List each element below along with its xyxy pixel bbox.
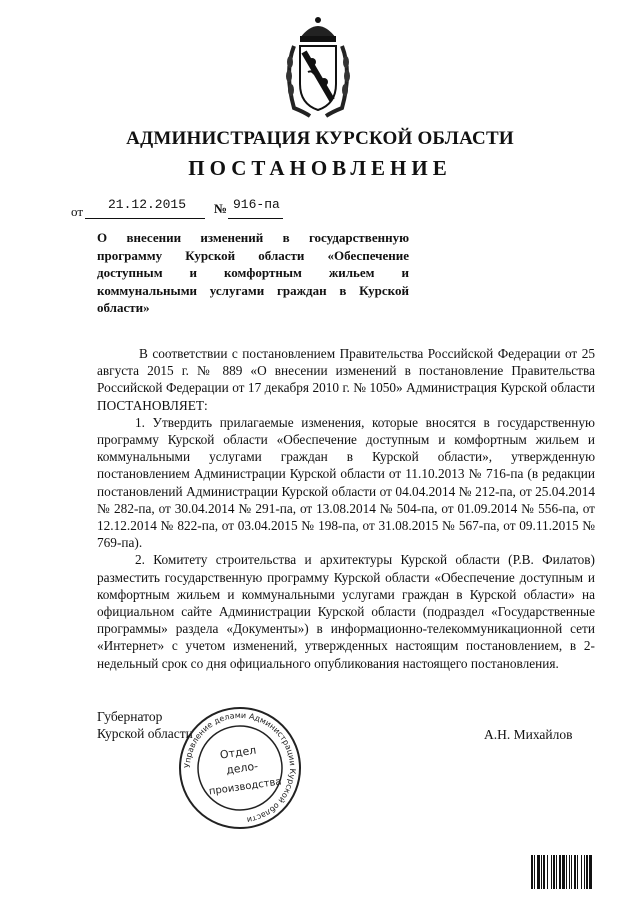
barcode-bar xyxy=(551,855,552,889)
barcode-bar xyxy=(541,855,542,889)
barcode-bar xyxy=(566,855,567,889)
barcode-bar xyxy=(581,855,582,889)
number-sign-label: № xyxy=(214,201,228,216)
body-paragraph: В соответствии с постановлением Правительства Российской Федерации от 25 августа 2015 г. № 889 «О внесении изменений в постановление Правительства Российской Федерации от 17 декабря 2010 г. № 1050» Администрация Курской области ПОСТАНОВЛЯЕТ: xyxy=(97,346,595,413)
stamp-center-line: Отдел xyxy=(219,743,258,762)
barcode-bar xyxy=(562,855,565,889)
document-body xyxy=(97,345,595,672)
subject-line: О внесении изменений в государственную xyxy=(97,230,409,245)
barcode-bar xyxy=(574,855,576,889)
document-subject xyxy=(97,229,409,317)
stamp-ring-text: Управление делами Администрации Курской области xyxy=(182,710,298,825)
document-number: 916-па xyxy=(233,197,280,212)
barcode-bar xyxy=(569,855,570,889)
barcode-bar xyxy=(547,855,548,889)
document-type-title: ПОСТАНОВЛЕНИЕ xyxy=(188,156,452,180)
barcode-bar xyxy=(543,855,545,889)
barcode xyxy=(530,855,622,889)
position-line: Курской области xyxy=(97,726,193,741)
barcode-bar xyxy=(534,855,535,889)
subject-line: программу Курской области «Обеспечение xyxy=(97,247,409,263)
stamp-center-line: дело- xyxy=(225,759,259,777)
document-date: 21.12.2015 xyxy=(108,197,187,212)
barcode-bar xyxy=(584,855,585,889)
barcode-bar xyxy=(577,855,578,889)
barcode-bar xyxy=(589,855,592,889)
position-line: Губернатор xyxy=(97,709,163,724)
subject-line: коммунальными услугами граждан в Курской xyxy=(97,282,409,298)
coat-of-arms-icon xyxy=(280,12,356,120)
barcode-bar xyxy=(553,855,555,889)
subject-line: области» xyxy=(97,300,150,315)
body-paragraph: 1. Утвердить прилагаемые изменения, которые вносятся в государственную программу Курской области «Обеспечение доступным и комфортным жильем и коммунальными услугами граждан в Курской области», утвержденную постановлением Администрации Курской области от 11.10.2013 № 716-па (в редакции постановлений Администрации Курской области от 04.04.2014 № 212-па, от 25.04.2014 № 282-па, от 30.04.2014 № 291-па, от 13.08.2014 № 504-па, от 01.09.2014 № 556-па, от 12.12.2014 № 822-па, от 03.04.2015 № 198-па, от 31.08.2015 № 567-па, от 09.11.2015 № 769-па). xyxy=(97,414,595,551)
barcode-bar xyxy=(531,855,533,889)
subject-line: доступным и комфортным жильем и xyxy=(97,265,409,280)
stamp-center-line: производства xyxy=(208,776,283,798)
body-paragraph: 2. Комитету строительства и архитектуры Курской области (Р.В. Филатов) разместить государственную программу Курской области «Обеспечение доступным и комфортным жильем и коммунальными услугами граждан в Курской области» на официальном сайте Администрации Курской области (подраздел «Государственные программы» раздела «Документы») в информационно-телекоммуникационной сети «Интернет» с учетом изменений, утвержденных настоящим постановлением, в 2-недельный срок со дня официального опубликования настоящего постановления. xyxy=(97,552,595,671)
organization-title: АДМИНИСТРАЦИЯ КУРСКОЙ ОБЛАСТИ xyxy=(126,128,514,149)
barcode-bar xyxy=(537,855,540,889)
date-prefix-label: от xyxy=(71,204,84,219)
barcode-bar xyxy=(559,855,561,889)
office-stamp xyxy=(176,704,304,832)
barcode-bar xyxy=(571,855,572,889)
signer-name: А.Н. Михайлов xyxy=(484,727,573,742)
barcode-bar xyxy=(556,855,557,889)
barcode-bar xyxy=(586,855,588,889)
